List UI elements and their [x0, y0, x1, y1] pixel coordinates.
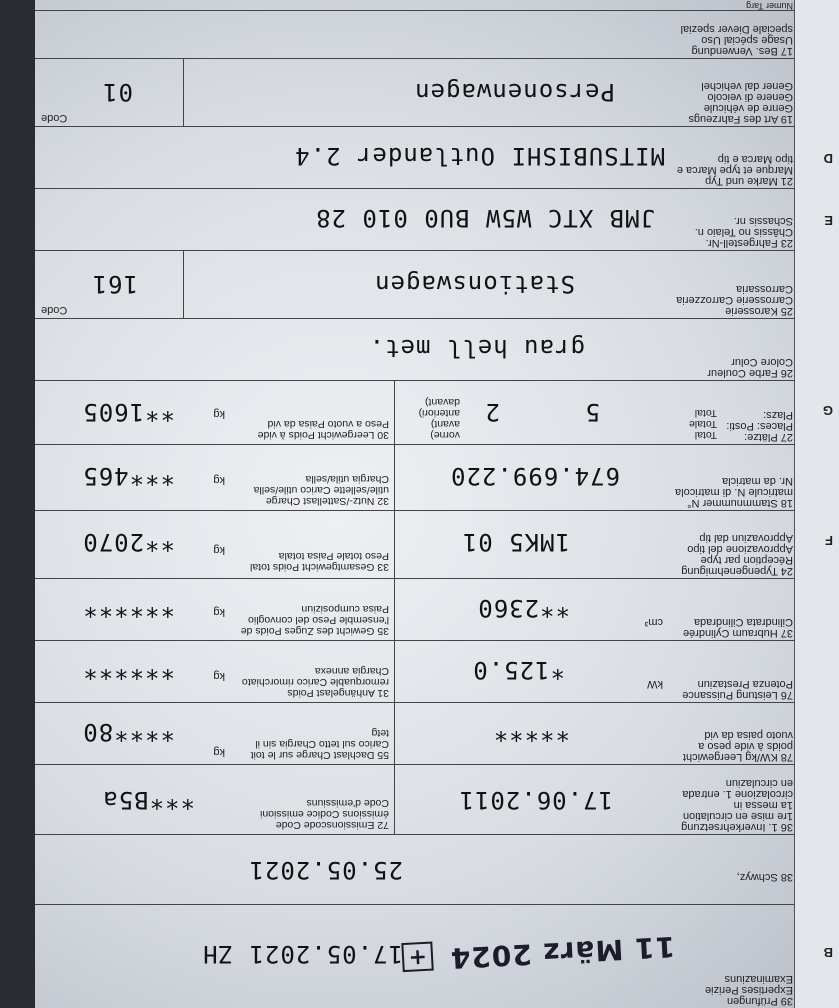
label-76: 76 Leistung Puissance Potenza Prestaziun: [682, 678, 793, 701]
label-24: 24 Typengenehmigung Réception par type Approvazione del tipo Approvaziun dal tip: [681, 532, 793, 577]
label-32: 32 Nutz-/Sattellast Charge utile/sellette Carico utile/sella Chargia utila/sella: [253, 473, 389, 507]
label-37: 37 Hubraum Cylindrée Cilindrata Cilindrada: [682, 616, 793, 639]
value-towing-load: ******: [82, 656, 175, 684]
label-30: 30 Leergewicht Poids à vide Peso a vuoto Paisa da vid: [257, 418, 389, 441]
label-31: 31 Anhängelast Poids remorquable Carico rimorchiato Chargia annexa: [241, 665, 389, 699]
unit-76: kW: [647, 678, 663, 690]
label-27: 27 Plätze: Places: Posti: Plazs:: [726, 409, 793, 443]
value-chassis-number: JMB XTC W5W BU0 010 28: [315, 204, 655, 232]
label-55: 55 Dachlast Charge sur le toit Carico sul tetto Chargia sin il tetg: [250, 727, 389, 761]
value-78: *****: [492, 718, 570, 746]
unit-37: cm³: [644, 616, 663, 628]
value-vehicle-code: 01: [102, 78, 133, 106]
unit-30: kg: [213, 408, 225, 420]
row-37-displacement: [35, 578, 795, 640]
unit-32: kg: [213, 474, 225, 486]
row-21-make-type: [35, 126, 795, 188]
value-inspection-date: 17.05.2021 ZH: [202, 940, 403, 968]
label-39: 39 Prüfungen Expertises Perizie Examinaziuns: [704, 973, 793, 1007]
value-roof-load: ****80: [82, 718, 175, 746]
label-72: 72 Emissionscode Code émissions Codice emissioni Code d'emissiuns: [260, 797, 389, 831]
unit-55: kg: [213, 746, 225, 758]
value-vehicle-kind: Personenwagen: [414, 78, 615, 106]
unit-33: kg: [213, 544, 225, 556]
row-26-color: [35, 318, 795, 380]
label-seats-front: vorne) avant) anteriori) davant): [418, 396, 460, 441]
row-36-first-registration: [35, 764, 795, 834]
value-payload: ***465: [82, 462, 175, 490]
label-23: 23 Fahrgestell-Nr. Châssis no Telaio n. Schassis nr.: [694, 215, 793, 249]
label-21: 21 Marke und Typ Marque et type Marca e tipo Marca e tip: [676, 153, 793, 187]
label-25: 25 Karosserie Carrosserie Carrozzeria Carrossaria: [676, 283, 793, 317]
code-box-19: [35, 59, 184, 126]
code-box-25: [35, 251, 184, 318]
value-type-approval: 1MK5 01: [461, 528, 570, 556]
label-38: 38 Schwyz,: [736, 871, 793, 883]
label-35: 35 Gewicht des Zuges Poids de l'ensemble Peso del convoglio Paisa cumposiziun: [240, 603, 389, 637]
label-27-total: Total Totale Total: [688, 407, 717, 441]
row-76-power: [35, 640, 795, 702]
section-letter-f: F: [825, 533, 833, 548]
row-38-canton: [35, 834, 795, 904]
label-78: 78 KW/kg Leergewicht poids à vide peso a vuoto paisa da vid: [682, 729, 793, 763]
section-letter-e: E: [824, 213, 833, 228]
value-master-number: 674.699.220: [450, 462, 620, 490]
code-label-25: Code: [41, 304, 68, 316]
row-18-master-number: [35, 444, 795, 510]
label-36: 36 1. Inverkehrsetzung 1re mise en circulation 1a messa in circolazione 1. entrada en circulaziun: [681, 777, 793, 833]
value-body-code: 161: [91, 270, 138, 298]
value-empty-weight: **1605: [82, 398, 175, 426]
row-plate-number: [35, 0, 795, 10]
section-letter-d: D: [823, 151, 833, 166]
value-emission-code: ***B5a: [102, 786, 195, 814]
stamp-date: 11 März 2024: [449, 929, 676, 975]
value-first-registration: 17.06.2011: [458, 786, 613, 814]
row-19-vehicle-kind: [35, 58, 795, 126]
value-seats-front: 2: [484, 398, 500, 426]
unit-35: kg: [213, 606, 225, 618]
value-canton-date: 25.05.2021: [248, 856, 403, 884]
code-label-19: Code: [41, 112, 68, 124]
row-25-body: [35, 250, 795, 318]
document-edge-shadow: [0, 0, 35, 1008]
label-plate: Numer Targ: [746, 1, 793, 11]
inspection-stamp: [401, 929, 676, 977]
value-total-weight: **2070: [82, 528, 175, 556]
row-23-chassis: [35, 188, 795, 250]
section-letter-top: B: [823, 945, 833, 960]
value-make-type: MITSUBISHI Outlander 2.4: [294, 142, 665, 170]
row-24-type-approval: [35, 510, 795, 578]
value-train-weight: ******: [82, 594, 175, 622]
label-18: 18 Stammnummer N° matricule N. di matricola Nr. da matricla: [675, 475, 793, 509]
label-17: 17 Bes. Verwendung Usage spécial Uso speciale Diever spezial: [680, 23, 793, 57]
row-17-special-use: [35, 10, 795, 58]
value-power: *125.0: [472, 656, 565, 684]
label-19: 19 Art des Fahrzeugs Genre de véhicule Genere di veicolo Gener dal vehichel: [688, 80, 793, 125]
value-color: grau hell met.: [368, 334, 585, 362]
stamp-box: +: [401, 942, 434, 973]
unit-31: kg: [213, 670, 225, 682]
row-78-weight: [35, 702, 795, 764]
label-26: 26 Farbe Couleur Colore Colur: [707, 356, 793, 379]
row-39-inspections: [35, 904, 795, 1008]
value-displacement: **2360: [477, 594, 570, 622]
section-letter-g: G: [822, 403, 833, 418]
value-body-type: Stationswagen: [374, 270, 575, 298]
row-27-seats: [35, 380, 795, 444]
label-33: 33 Gesamtgewicht Poids total Peso totale Paisa totala: [250, 550, 389, 573]
value-seats-total: 5: [584, 398, 600, 426]
